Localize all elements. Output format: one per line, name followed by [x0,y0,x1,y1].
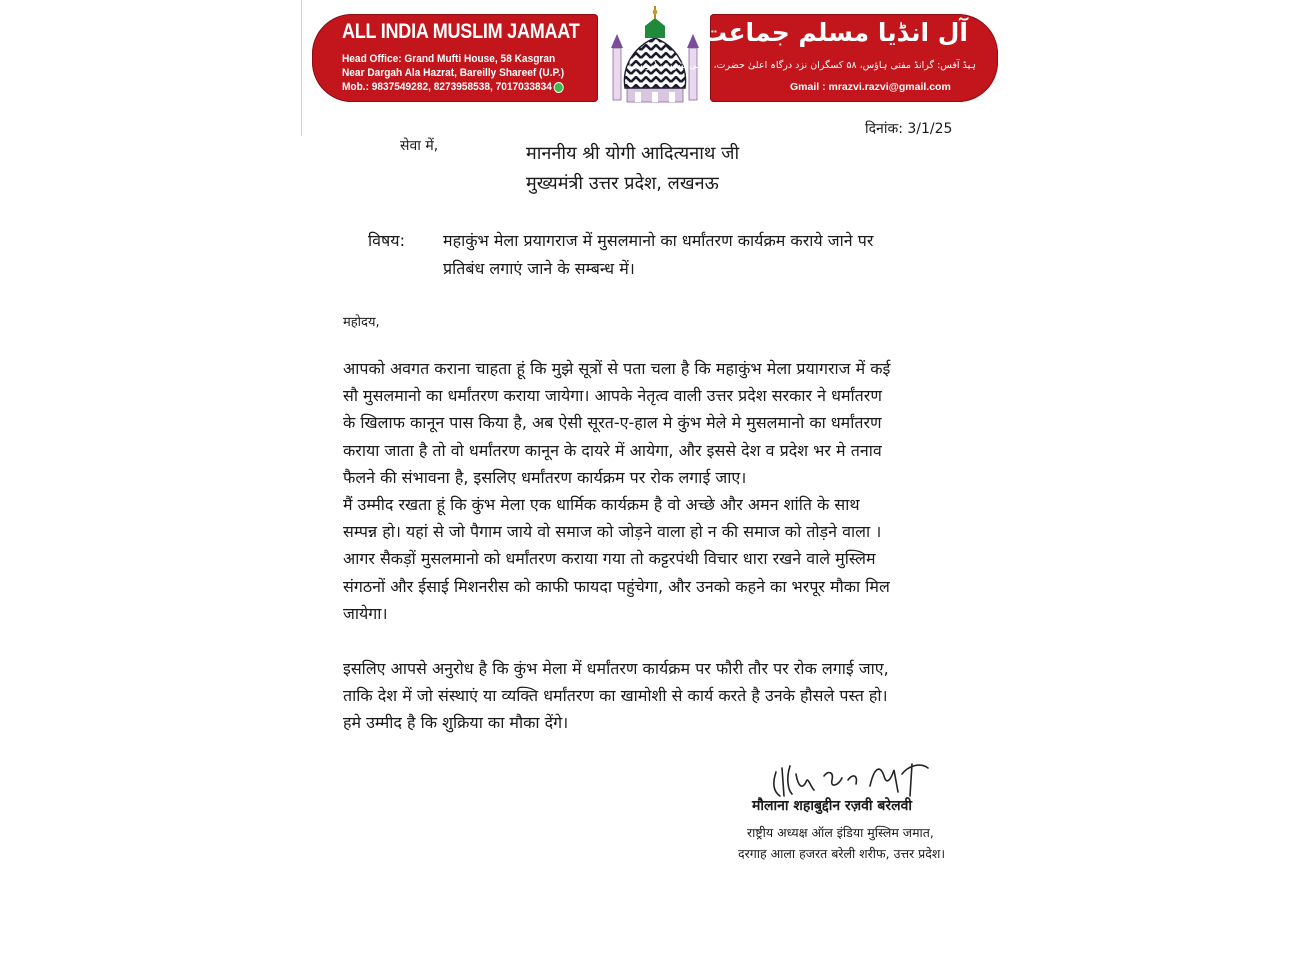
body-line: कराया जाता है तो वो धर्मांतरण कानून के दायरे में आयेगा, और इससे देश व प्रदेश भर मे तनाव [343,440,882,460]
subject-label: विषय: [368,231,405,250]
whatsapp-icon [554,82,564,93]
closing-line: ताकि देश में जो संस्थाएं या व्यक्ति धर्मांतरण का खामोशी से कार्य करते है उनके हौसले पस्त हो। [343,686,888,706]
closing-line: इसलिए आपसे अनुरोध है कि कुंभ मेला में धर्मांतरण कार्यक्रम पर फौरी तौर पर रोक लगाई जाए, [343,659,889,678]
subject-line-1: महाकुंभ मेला प्रयागराज में मुसलमानो का धर्मांतरण कार्यक्रम कराये जाने पर [443,231,874,250]
signatory-title-2: दरगाह आला हजरत बरेली शरीफ, उत्तर प्रदेश। [738,846,946,861]
body-line: फैलने की संभावना है, इसलिए धर्मांतरण कार्यक्रम पर रोक लगाई जाए। [343,467,747,487]
phone-numbers: Mob.: 9837549282, 8273958538, 7017033834 [342,81,552,93]
body-line: जायेगा। [343,603,388,623]
phone-line [342,81,564,93]
recipient-line-1: माननीय श्री योगी आदित्यनाथ जी [526,143,740,164]
signatory-name: मौलाना शहाबुद्दीन रज़वी बरेलवी [752,798,913,814]
page-edge-line [301,0,302,136]
body-paragraph [343,355,955,627]
body-line: मैं उम्मीद रखता हूं कि कुंभ मेला एक धार्मिक कार्यक्रम है वो अच्छे और अमन शांति के साथ [343,495,860,515]
body-line: आपको अवगत कराना चाहता हूं कि मुझे सूत्रों से पता चला है कि महाकुंभ मेला प्रयागराज में कई [343,359,891,378]
signatory-title-1: राष्ट्रीय अध्यक्ष ऑल इंडिया मुस्लिम जमात, [747,825,934,840]
body-line: के खिलाफ कानून पास किया है, अब ऐसी सूरत-ए-हाल मे कुंभ मेले मे मुसलमानो का धर्मांतरण [343,413,882,433]
closing-line: हमे उम्मीद है कि शुक्रिया का मौका देंगे। [343,713,569,733]
letter-date: दिनांक: 3/1/25 [865,121,953,137]
closing-paragraph [343,655,955,737]
recipient-line-2: मुख्यमंत्री उत्तर प्रदेश, लखनऊ [526,173,719,194]
letterhead-english-panel [312,14,598,102]
to-label: सेवा में, [400,138,439,154]
body-line: संगठनों और ईसाई मिशनरीस को काफी फायदा पहुंचेगा, और उनको कहने का भरपूर मौका मिल [343,576,890,596]
dargah-dome-emblem [601,4,709,104]
body-line: आगर सैकड़ों मुसलमानो को धर्मांतरण कराया गया तो कट्टरपंथी विचार धारा रखने वाले मुस्लिम [343,549,876,569]
subject-line-2: प्रतिबंध लगाएं जाने के सम्बन्ध में। [443,259,635,278]
salutation: महोदय, [343,315,380,330]
org-name-urdu: آل انڈیا مسلم جماعت [702,18,968,47]
letterhead-urdu-panel [628,14,998,102]
email-line: Gmail : mrazvi.razvi@gmail.com [790,81,951,93]
address-line-1: Head Office: Grand Mufti House, 58 Kasgran [342,53,556,65]
address-line-2: Near Dargah Ala Hazrat, Bareilly Shareef (U.P.) [342,67,565,79]
org-name-english: ALL INDIA MUSLIM JAMAAT [342,20,580,43]
body-line: सौ मुसलमानो का धर्मांतरण कराया जायेगा। आपके नेतृत्व वाली उत्तर प्रदेश सरकार ने धर्मांतरण [343,386,882,406]
body-line: सम्पन्न हो। यहां से जो पैगाम जाये वो समाज को जोड़ने वाला हो न की समाज को तोड़ने वाला । [343,522,882,542]
address-urdu: ہیڈ آفس: گرانڈ مفتی ہاؤس، ۵۸ کسگران نزد درگاہ اعلیٰ حضرت، بریلی شریف (یو پی) [628,60,976,71]
